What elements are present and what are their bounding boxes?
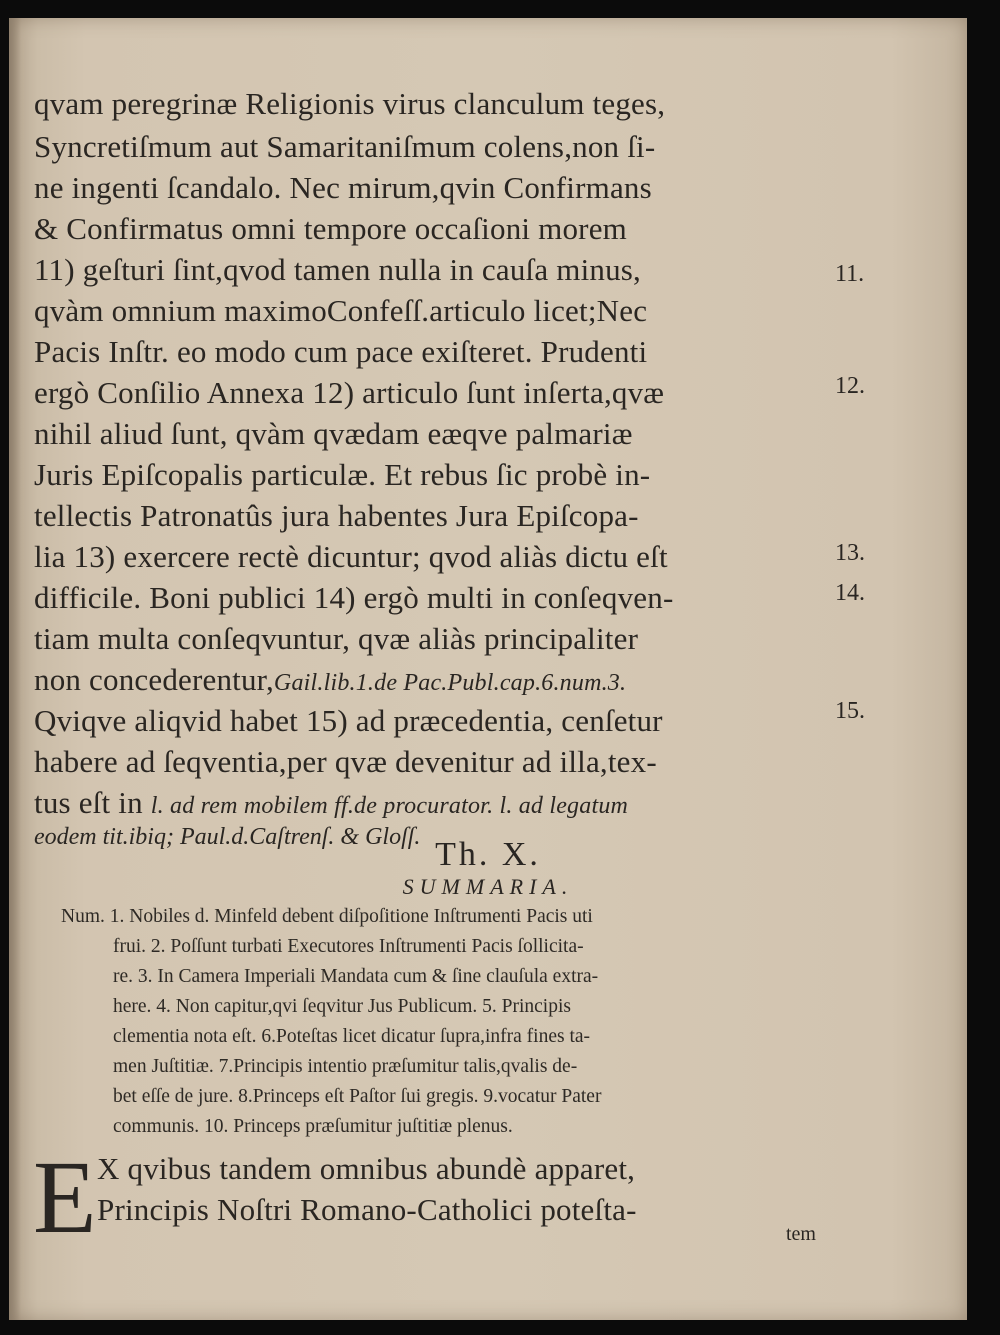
body-line: Qviqve aliqvid habet 15) ad præcedentia, cenſetur: [34, 703, 663, 738]
body-line: habere ad ſeqventia,per qvæ devenitur ad illa,tex-: [34, 744, 657, 779]
body-line: Juris Epiſcopalis particulæ. Et rebus ſic probè in-: [34, 457, 651, 492]
body-line: X qvibus tandem omnibus abundè apparet,: [97, 1151, 636, 1186]
body-line: ergò Conſilio Annexa 12) articulo ſunt inſerta,qvæ: [34, 375, 665, 410]
citation-text: l. ad rem mobilem ff.de procurator. l. ad legatum: [150, 793, 629, 819]
catchword: tem: [786, 1223, 816, 1245]
citation-line: eodem tit.ibiq; Paul.d.Caſtrenſ. & Gloſſ.: [34, 824, 421, 850]
body-line: [34, 662, 626, 698]
margin-number: 11.: [835, 261, 865, 287]
book-page: [9, 18, 967, 1320]
section-heading: Th. X.: [435, 836, 541, 873]
margin-number: 12.: [835, 373, 865, 399]
body-line: ne ingenti ſcandalo. Nec mirum,qvin Confirmans: [34, 170, 652, 205]
body-line: 11) geſturi ſint,qvod tamen nulla in cauſa minus,: [34, 252, 642, 287]
citation-text: Gail.lib.1.de Pac.Publ.cap.6.num.3.: [273, 670, 627, 696]
summary-line: frui. 2. Poſſunt turbati Executores Inſtrumenti Pacis ſollicita-: [113, 936, 584, 957]
margin-number: 15.: [835, 698, 865, 724]
body-line: & Confirmatus omni tempore occaſioni morem: [34, 211, 627, 246]
summary-line: clementia nota eſt. 6.Poteſtas licet dicatur ſupra,infra fines ta-: [113, 1026, 591, 1047]
body-line: qvàm omnium maximoConfeſſ.articulo licet;Nec: [34, 293, 648, 328]
body-text: tus eſt in: [34, 785, 143, 820]
summary-line: bet eſſe de jure. 8.Princeps eſt Paſtor ſui gregis. 9.vocatur Pater: [113, 1086, 602, 1107]
body-line: qvam peregrinæ Religionis virus clanculum teges,: [34, 86, 666, 121]
summary-line: here. 4. Non capitur,qvi ſeqvitur Jus Publicum. 5. Principis: [113, 996, 571, 1017]
body-line: Syncretiſmum aut Samaritaniſmum colens,non ſi-: [34, 129, 656, 164]
body-line: [34, 785, 628, 821]
summaria-heading: SUMMARIA.: [402, 874, 574, 899]
margin-number: 14.: [835, 580, 865, 606]
summary-line: communis. 10. Princeps præſumitur juſtitiæ plenus.: [113, 1116, 513, 1137]
body-line: tellectis Patronatûs jura habentes Jura Epiſcopa-: [34, 498, 639, 533]
margin-number: 13.: [835, 540, 865, 566]
summary-line: re. 3. In Camera Imperiali Mandata cum & ſine clauſula extra-: [113, 966, 599, 987]
body-text: non concederentur,: [34, 662, 274, 697]
body-line: difficile. Boni publici 14) ergò multi in conſeqven-: [34, 580, 674, 615]
summary-line: Num. 1. Nobiles d. Minfeld debent diſpoſitione Inſtrumenti Pacis uti: [61, 906, 593, 927]
body-line: tiam multa conſeqvuntur, qvæ aliàs principaliter: [34, 621, 639, 656]
drop-capital: E: [33, 1140, 97, 1255]
body-line: Pacis Inſtr. eo modo cum pace exiſteret. Prudenti: [34, 334, 648, 369]
body-line: Principis Noſtri Romano-Catholici poteſta-: [97, 1192, 637, 1227]
body-line: lia 13) exercere rectè dicuntur; qvod aliàs dictu eſt: [34, 539, 668, 574]
summary-line: men Juſtitiæ. 7.Principis intentio præſumitur talis,qvalis de-: [113, 1056, 578, 1077]
body-line: nihil aliud ſunt, qvàm qvædam eæqve palmariæ: [34, 416, 633, 451]
